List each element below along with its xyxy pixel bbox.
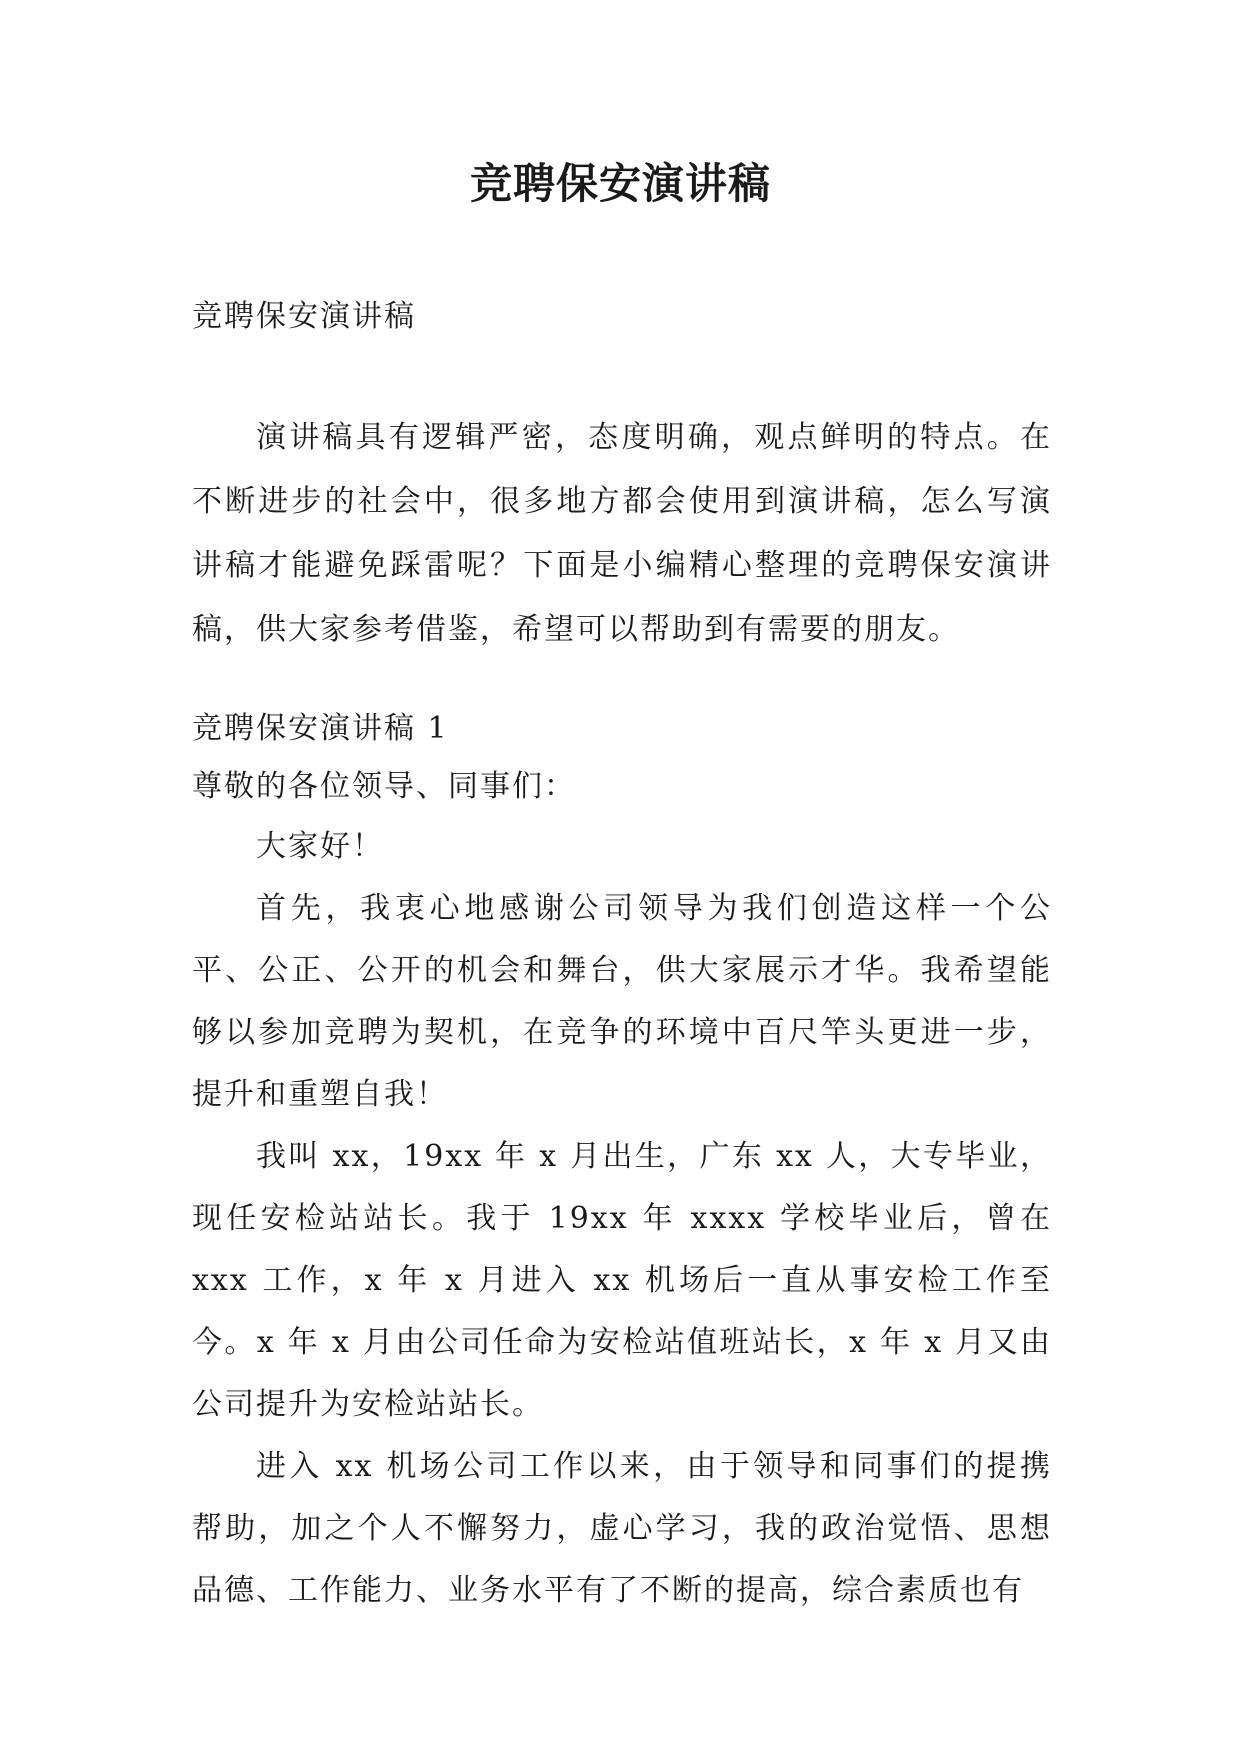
document-subtitle: 竞聘保安演讲稿: [192, 299, 416, 334]
body-paragraph: 进入 xx 机场公司工作以来，由于领导和同事们的提携帮助，加之个人不懈努力，虚心学习，我的政治觉悟、思想品德、工作能力、业务水平有了不断的提高，综合素质也有: [192, 1449, 1052, 1608]
intro-paragraph: 演讲稿具有逻辑严密，态度明确，观点鲜明的特点。在不断进步的社会中，很多地方都会使用到演讲稿，怎么写演讲稿才能避免踩雷呢？下面是小编精心整理的竞聘保安演讲稿，供大家参考借鉴，希望可以帮助到有需要的朋友。: [192, 420, 1052, 647]
salutation: 尊敬的各位领导、同事们：: [192, 769, 576, 804]
body-paragraph: 我叫 xx，19xx 年 x 月出生，广东 xx 人，大专毕业，现任安检站站长。我于 19xx 年 xxxx 学校毕业后，曾在 xxx 工作，x 年 x 月进入 xx 机场后一直从事安检工作至今。x 年 x 月由公司任命为安检站值班站长，x 年 x 月又由公司提升为安检站站长。: [192, 1139, 1052, 1422]
body-paragraph: 首先，我衷心地感谢公司领导为我们创造这样一个公平、公正、公开的机会和舞台，供大家展示才华。我希望能够以参加竞聘为契机，在竞争的环境中百尺竿头更进一步，提升和重塑自我！: [192, 891, 1052, 1112]
document-title: 竞聘保安演讲稿: [469, 159, 771, 208]
greeting-paragraph: 大家好！: [256, 829, 384, 864]
section-heading: 竞聘保安演讲稿 1: [192, 711, 449, 746]
speech-section: [192, 700, 1052, 1622]
